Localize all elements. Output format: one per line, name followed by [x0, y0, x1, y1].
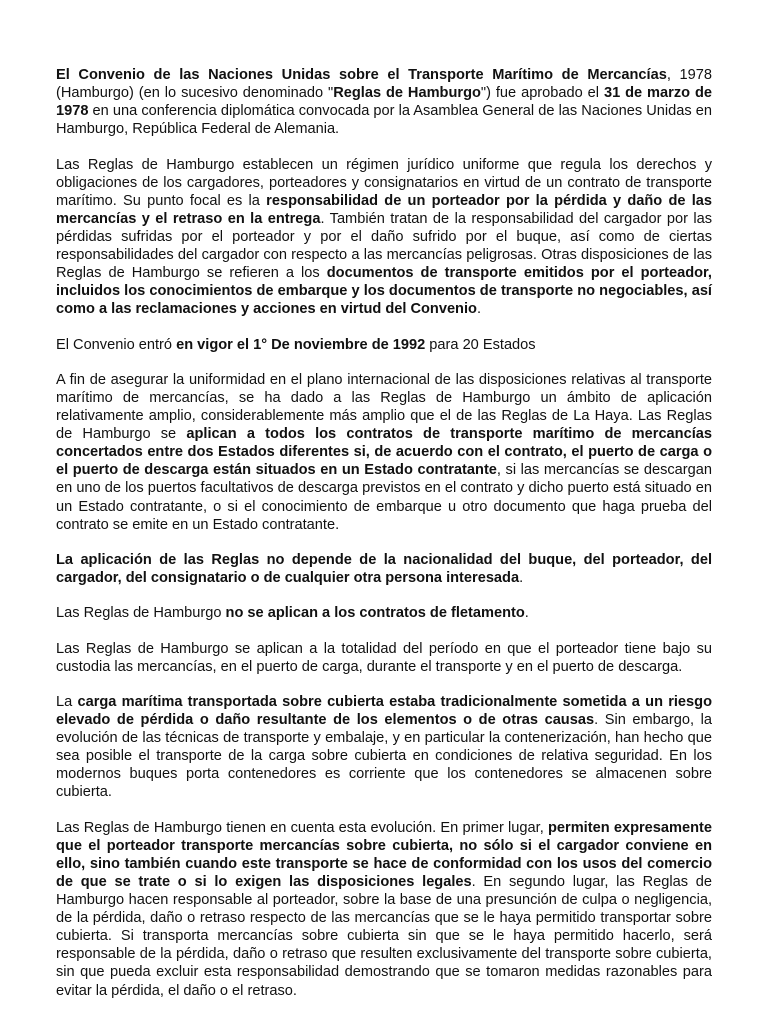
text-bold: El Convenio de las Naciones Unidas sobre el Transporte Marítimo de Mercancías [56, 67, 667, 83]
text-run: para 20 Estados [425, 336, 536, 353]
text-run: en una conferencia diplomática convocada por la Asamblea General de las Naciones Unidas en Hamburgo, República Federal de Alemania. [56, 103, 712, 138]
text-bold: no se aplican a los contratos de fletamento [225, 605, 525, 622]
text-run: Las Reglas de Hamburgo establecen un régimen jurídico uniforme que regula los derechos y obligaciones de los cargadores, porteadores y consignatarios en virtud de un contrato de transporte marítimo. Su punto focal es la [56, 156, 712, 209]
text-bold: responsabilidad de un porteador por la pérdida y daño de las mercancías y el retraso en la entrega [56, 192, 712, 227]
paragraph-scope [56, 156, 712, 319]
paragraph-deck-rules [56, 819, 712, 1000]
paragraph-nationality [56, 551, 712, 587]
text-run: . [519, 570, 524, 586]
text-run: , 1978 (Hamburgo) (en lo sucesivo denominado " [56, 67, 713, 102]
text-bold: en vigor el 1° De noviembre de 1992 [176, 336, 426, 353]
text-bold: La aplicación de las Reglas no depende de la nacionalidad del buque, del porteador, del cargador, del consignatario o de cualquier otra persona interesada [56, 551, 712, 586]
text-run: La [56, 693, 78, 710]
text-run: Las Reglas de Hamburgo [56, 605, 226, 622]
text-bold: documentos de transporte emitidos por el porteador, incluidos los conocimientos de embarque y los documentos de transporte no negociables, así como a las reclamaciones y acciones en virtud del Convenio [56, 265, 712, 318]
text-run: . También tratan de la responsabilidad del cargador por las pérdidas sufridas por el porteador y por el daño sufrido por el buque, así como de ciertas responsabilidades del cargador con respecto a las mercancías peligrosas. Otras disposiciones de las Reglas de Hamburgo se refieren a los [56, 210, 713, 282]
text-run: , si las mercancías se descargan en uno de los puertos facultativos de descarga previstos en el contrato y dicho puerto está situado en un Estado contratante, o si el conocimiento de embarque u otro documento que haga prueba del contrato se emite en un Estado contratante. [56, 462, 713, 533]
text-run: . [476, 301, 482, 318]
text-bold: permiten expresamente que el porteador transporte mercancías sobre cubierta, no sólo si el cargador conviene en ello, sino también cuando este transporte se hace de conformidad con los usos del comercio de que se trate o si lo exigen las disposiciones legales [56, 819, 712, 890]
text-bold: Reglas de Hamburgo [333, 85, 481, 102]
text-bold: 31 de marzo de 1978 [56, 85, 712, 120]
text-run: ") fue aprobado el [480, 85, 604, 102]
document-body [56, 66, 712, 1017]
paragraph-charter [56, 604, 712, 622]
text-run: A fin de asegurar la uniformidad en el plano internacional de las disposiciones relativas al transporte marítimo de mercancías, se ha dado a las Reglas de Hamburgo un ámbito de aplicación relativamente amplio, considerablemente más amplio que el de las Reglas de La Haya. Las Reglas de Hamburgo se [56, 371, 712, 443]
text-run: . [524, 605, 529, 622]
text-run: Las Reglas de Hamburgo se aplican a la totalidad del período en que el porteador tiene bajo su custodia las mercancías, en el puerto de carga, durante el transporte y en el puerto de descarga. [56, 640, 712, 675]
text-bold: carga marítima transportada sobre cubierta estaba tradicionalmente sometida a un riesgo elevado de pérdida o daño resultante de los elementos o de otras causas [56, 693, 712, 729]
paragraph-application-scope [56, 371, 712, 534]
text-run: . Sin embargo, la evolución de las técnicas de transporte y embalaje, y en particular la contenerización, han hecho que sea posible el transporte de la carga sobre cubierta en condiciones de relativa seguridad. En los modernos buques porta contenedores es corriente que los contenedores se almacenen sobre cubierta. [56, 712, 712, 801]
paragraph-custody-period [56, 640, 712, 676]
text-run: Las Reglas de Hamburgo tienen en cuenta esta evolución. En primer lugar, [56, 819, 548, 836]
text-run: El Convenio entró [56, 336, 177, 353]
paragraph-entry-into-force [56, 336, 712, 354]
paragraph-adoption [56, 66, 712, 138]
paragraph-deck-cargo [56, 693, 712, 802]
text-bold: aplican a todos los contratos de transporte marítimo de mercancías concertados entre dos Estados diferentes si, de acuerdo con el contrato, el puerto de carga o el puerto de descarga están situados en un Estado contratante [56, 426, 712, 479]
text-run: . En segundo lugar, las Reglas de Hamburgo hacen responsable al porteador, sobre la base de una presunción de culpa o negligencia, de la pérdida, daño o retraso respecto de las mercancías que se le haya permitido transportar sobre cubierta. Si transporta mercancías sobre cubierta sin que se le haya permitido hacerlo, será responsable de la pérdida, daño o retraso que resulten exclusivamente del transporte sobre cubierta, sin que pueda excluir esta responsabilidad demostrando que se tomaron medidas razonables para evitar la pérdida, el daño o el retraso. [56, 873, 712, 999]
